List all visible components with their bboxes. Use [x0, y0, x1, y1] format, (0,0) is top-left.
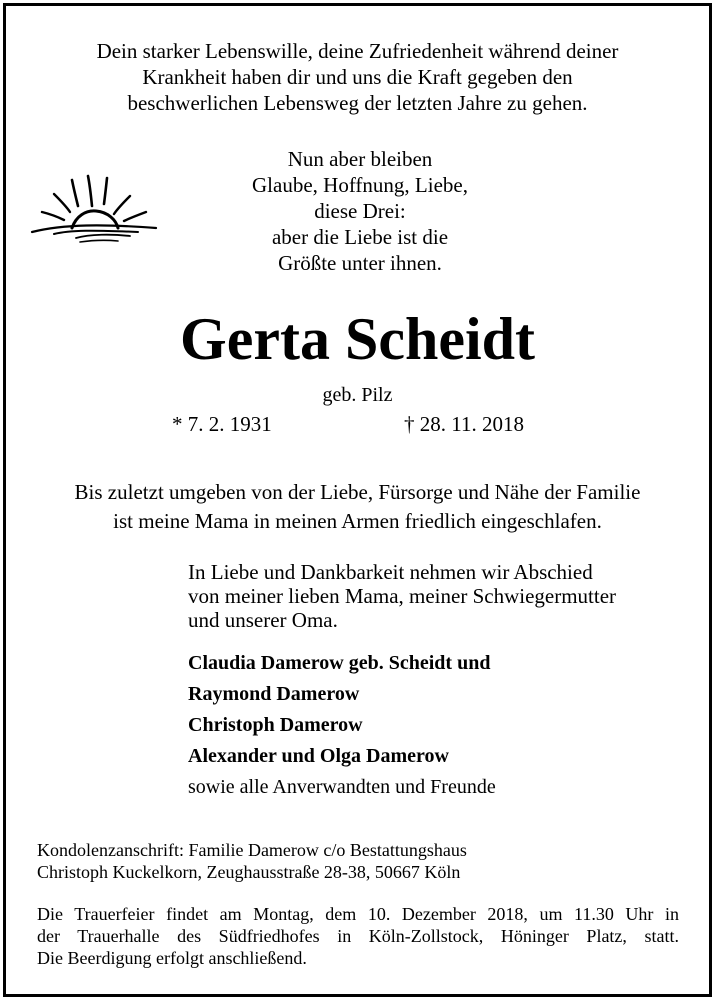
- passing-line: ist meine Mama in meinen Armen friedlich eingeschlafen.: [113, 509, 602, 533]
- verse-line: Glaube, Hoffnung, Liebe,: [252, 173, 468, 197]
- birth-date: * 7. 2. 1931: [172, 412, 272, 436]
- service-line: Die Trauerfeier findet am Montag, dem 10. Dezember 2018, um 11.30 Uhr in: [37, 904, 679, 924]
- farewell-text: [188, 560, 616, 632]
- verse-line: Größte unter ihnen.: [278, 251, 442, 275]
- mourner-name: Claudia Damerow geb. Scheidt und: [188, 652, 491, 674]
- opening-quote: [0, 38, 715, 116]
- quote-line: Krankheit haben dir und uns die Kraft gegeben den: [142, 65, 573, 89]
- condolence-line: Kondolenzanschrift: Familie Damerow c/o Bestattungshaus: [37, 840, 467, 860]
- funeral-service-info: [37, 903, 679, 969]
- mourner-name: Raymond Damerow: [188, 683, 360, 705]
- verse-line: Nun aber bleiben: [287, 147, 433, 171]
- mourners-list: [188, 648, 496, 803]
- service-line: Die Beerdigung erfolgt anschließend.: [37, 948, 307, 968]
- verse-line: diese Drei:: [314, 199, 406, 223]
- passing-line: Bis zuletzt umgeben von der Liebe, Fürsorge und Nähe der Familie: [74, 480, 641, 504]
- birth-name: geb. Pilz: [322, 384, 393, 406]
- deceased-name: Gerta Scheidt: [180, 306, 535, 372]
- mourners-footer: sowie alle Anverwandten und Freunde: [188, 776, 496, 798]
- passing-note: [0, 478, 715, 536]
- farewell-line: In Liebe und Dankbarkeit nehmen wir Abschied: [188, 560, 593, 584]
- bible-verse: [200, 146, 520, 276]
- condolence-line: Christoph Kuckelkorn, Zeughausstraße 28-38, 50667 Köln: [37, 862, 461, 882]
- mourner-name: Christoph Damerow: [188, 714, 363, 736]
- sunset-icon: [14, 168, 170, 260]
- condolence-address: [37, 839, 467, 883]
- service-line: der Trauerhalle des Südfriedhofes in Köln-Zollstock, Höninger Platz, statt.: [37, 926, 679, 946]
- mourner-name: Alexander und Olga Damerow: [188, 745, 449, 767]
- farewell-line: von meiner lieben Mama, meiner Schwiegermutter: [188, 584, 617, 608]
- quote-line: beschwerlichen Lebensweg der letzten Jahre zu gehen.: [127, 91, 588, 115]
- quote-line: Dein starker Lebenswille, deine Zufriedenheit während deiner: [96, 39, 619, 63]
- farewell-line: und unserer Oma.: [188, 608, 338, 632]
- verse-line: aber die Liebe ist die: [271, 225, 449, 249]
- death-date: † 28. 11. 2018: [404, 412, 524, 436]
